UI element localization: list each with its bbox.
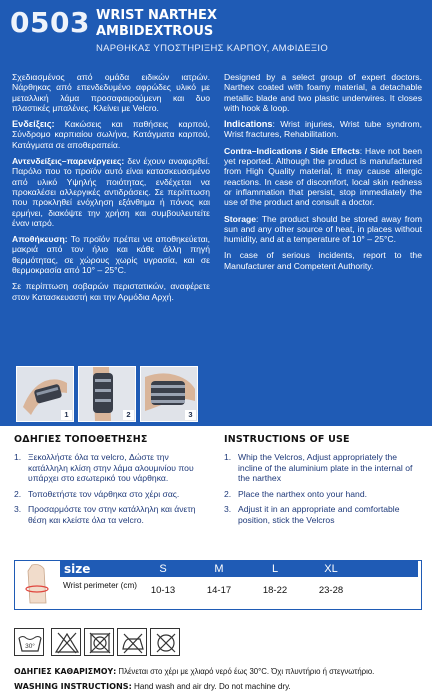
size-column-l: L [271,563,279,575]
wash-temperature-label: 30° [25,643,35,650]
greek-storage [12,234,210,275]
list-item: 3. Adjust it in an appropriate and comfortable position, stick the Velcros [224,504,400,525]
greek-indications-text: Κακώσεις και παθήσεις καρπού, Σύνδρομο καρπιαίου σωλήνα, Κατάγματα καρπού, Κατάγματα σε αποθεραπεία. [12,119,210,150]
step-number-1: 1 [61,410,72,420]
greek-description [12,72,210,308]
greek-contra-text: δεν έχουν αναφερθεί. Παρόλο που το προϊόν αυτό είναι κατασκευασμένο από υλικό Υψηλής ποιότητας, ενδέχεται να προκαλέσει αλλεργικές αντιδράσεις. Σε περίπτωση που προκληθεί ενόχληση εξάνθημα ή πόνος και ερμήνει, διακόψτε την χρήση και συμβουλευτείτε έναν ιατρό. [12,156,210,228]
greek-intro: Σχεδιασμένος από ομάδα ειδικών ιατρών. Νάρθηκας από επενδεδυμένο αφρώδες υλικό με μεταλλική λάμα προσαφαιρούμενη και δυο πλαστικές μπαλένες. Κλείνει με Velcro. [12,72,210,113]
product-title: WRIST NARTHEX [96,8,217,23]
english-contra-text: : Have not been yet reported. Although the product is manufactured from High Quality material, it may cause allergic reactions. In case of discomfort, local skin redness or inflammation that persist, stop immediately the use of the product and consult a doctor. [224,145,422,208]
english-indications-label: Indications [224,119,273,130]
list-item: 2. Place the narthex onto your hand. [224,488,367,499]
list-item: 1. Ξεκολλήστε όλα τα velcro, Δώστε την κατάλληλη κλίση στην λάμα αλουμινίου που υπάρχει στο εσωτερικό του νάρθηκα. [14,452,194,484]
greek-contraindications [12,156,210,228]
size-column-s: S [159,563,167,575]
english-indications-text: : Wrist injuries, Wrist tube syndrom, Wrist fractures, Rehabilitation. [224,119,422,140]
list-item: 3. Προσαρμόστε τον στην κατάλληλη και άνετη θέση και κλείστε όλα τα velcro. [14,504,196,525]
english-indications [224,119,422,140]
english-contra-label: Contra–Indications / Side Effects [224,145,360,156]
washing-greek-text: Πλένεται στο χέρι με χλιαρό νερό έως 30°C. Όχι πλυντήριο ή στεγνωτήριο. [116,667,375,676]
no-dry-clean-icon [150,628,180,656]
english-instructions-heading: INSTRUCTIONS OF USE [224,434,350,445]
size-table-title: size [64,562,91,576]
step-photo-3 [140,366,198,422]
step-photo-1 [16,366,74,422]
washing-english-text: Hand wash and air dry. Do not machine dry. [131,682,291,691]
greek-contra-label: Αντενδείξεις–παρενέργειες: [12,156,125,167]
greek-instructions-list [14,452,210,531]
step-number-3: 3 [185,410,196,420]
wash-30-icon [14,628,44,656]
step-number-2: 2 [123,410,134,420]
washing-instructions-greek [14,667,374,676]
wrist-measure-icon [18,563,58,605]
size-range-l: 18-22 [262,585,288,596]
english-instructions-list [224,452,420,531]
greek-instructions-heading: ΟΔΗΓΙΕΣ ΤΟΠΟΘΕΤΗΣΗΣ [14,434,148,445]
size-column-xl: XL [324,563,338,575]
english-storage-label: Storage [224,213,256,224]
product-code: 0503 [10,6,90,39]
list-item: 1. Whip the Velcros, Adjust appropriately the incline of the aluminium plate in the internal of the narthex [224,452,413,484]
greek-indications [12,119,210,150]
size-row-label: Wrist perimeter (cm) [63,581,137,590]
washing-instructions-english [14,681,291,691]
english-intro: Designed by a select group of expert doctors. Narthex coated with foamy material, a detachable metallic blade and two plastic underwires. It closes with hook & loop. [224,72,422,113]
english-storage [224,214,422,245]
washing-greek-label: ΟΔΗΓΙΕΣ ΚΑΘΑΡΙΣΜΟΥ: [14,667,117,676]
product-title-line2: AMBIDEXTROUS [96,24,214,39]
greek-indications-label: Ενδείξεις: [12,119,55,130]
greek-serious-incidents: Σε περίπτωση σοβαρών περιστατικών, αναφέρετε στον Κατασκευαστή και την Αρμόδια Αρχή. [12,281,210,302]
product-subtitle-greek: ΝΑΡΘΗΚΑΣ ΥΠΟΣΤΗΡΙΞΗΣ ΚΑΡΠΟΥ, ΑΜΦΙΔΕΞΙΟ [96,43,329,54]
size-range-s: 10-13 [150,585,176,596]
english-storage-text: : The product should be stored away from sun and any other source of heat, in places without humidity, and at a temperature of 10° – 25°C. [224,213,422,245]
size-column-m: M [214,563,224,575]
no-iron-icon [117,628,147,656]
washing-english-label: WASHING INSTRUCTIONS: [14,681,132,691]
greek-storage-label: Αποθήκευση: [12,234,68,245]
header-panel [0,0,432,348]
english-serious-incidents: In case of serious incidents, report to the Manufacturer and Competent Authority. [224,250,422,271]
english-contraindications [224,146,422,208]
size-range-xl: 23-28 [318,585,344,596]
list-item: 2. Τοποθετήστε τον νάρθηκα στο χέρι σας. [14,488,180,499]
size-range-m: 14-17 [206,585,232,596]
english-description [224,72,422,277]
no-bleach-icon [51,628,81,656]
no-tumble-dry-icon [84,628,114,656]
greek-storage-text: Το προϊόν πρέπει να αποθηκεύεται, μακριά από τον ήλιο και κάθε άλλη πηγή θερμότητας, σε χώρους χωρίς υγρασία, και σε θερμοκρασία από 10° – 25°C. [12,234,210,276]
step-photo-2 [78,366,136,422]
